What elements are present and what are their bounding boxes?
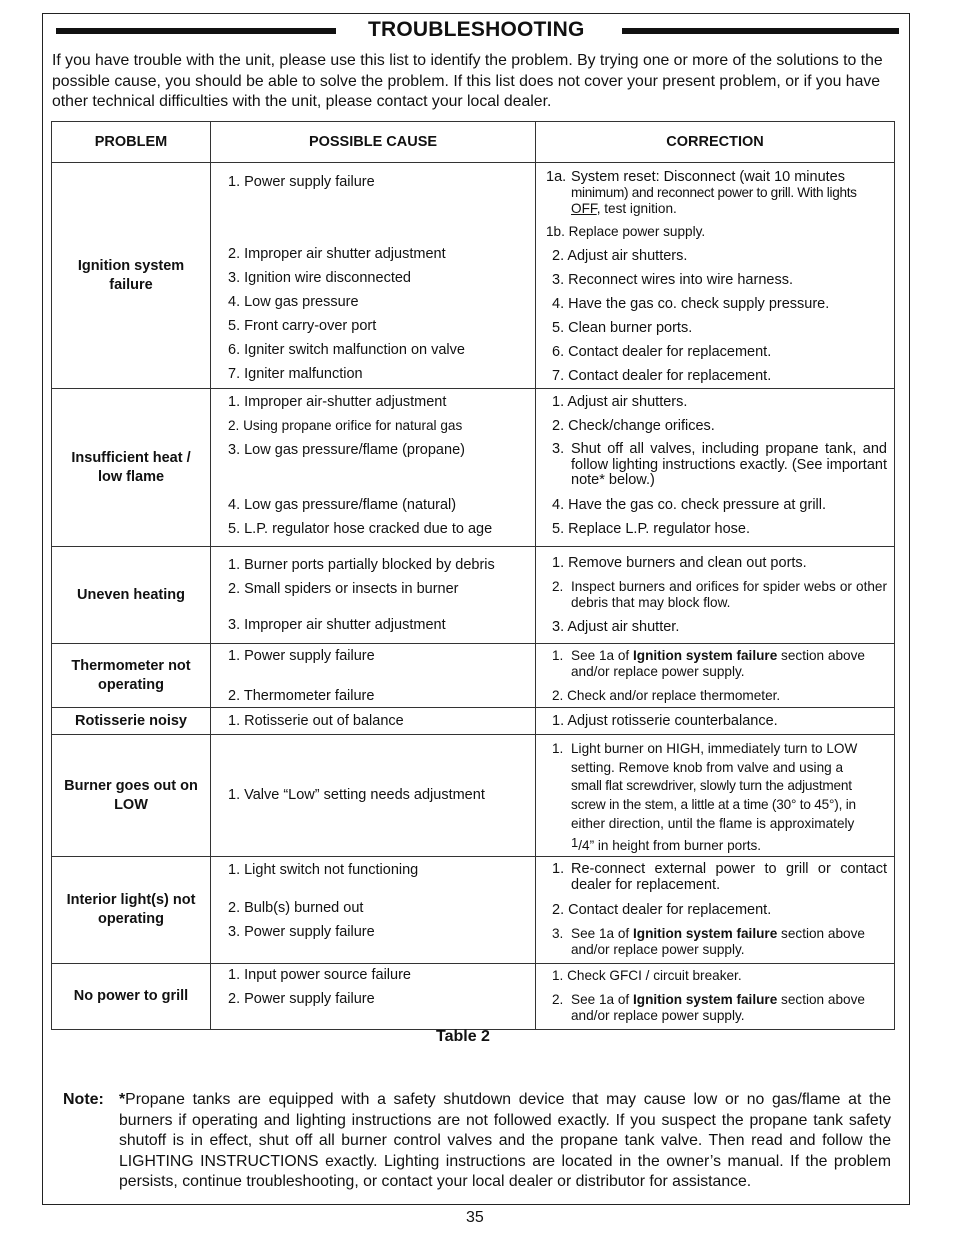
cause-item: 6. Igniter switch malfunction on valve [228,342,465,358]
cause-item: 5. L.P. regulator hose cracked due to age [228,521,493,537]
correction-line: screw in the stem, a little at a time (30° to 45°), in [571,797,856,813]
table-row [52,389,895,547]
correction-text: See 1a of [571,648,633,663]
cause-item: 2. Using propane orifice for natural gas [228,418,463,433]
correction-item [552,740,887,855]
cause-cell [211,389,536,547]
cause-item: 3. Low gas pressure/flame (propane) [228,442,465,458]
cause-item: 1. Valve “Low” setting needs adjustment [228,787,485,803]
item-number: 1. [552,741,564,756]
table-row [52,964,895,1030]
correction-text: Shut off all valves, including propane tank, and follow lighting instructions exactly. (See important note* below.) [571,441,887,488]
correction-cell [536,389,895,547]
table-row [52,857,895,964]
item-number: 1. [552,861,565,877]
table-row [52,735,895,857]
problem-cell: No power to grill [52,964,211,1030]
item-number: 2. [552,992,564,1007]
correction-text: section above and/or replace power supply. [571,648,865,679]
cause-cell [211,857,536,964]
correction-item [552,648,887,679]
cause-item: 1. Rotisserie out of balance [228,713,404,729]
item-number: 2. [552,579,564,594]
cause-item: 1. Power supply failure [228,174,375,190]
title-row [56,18,899,44]
correction-text: Re-connect external power to grill or contact dealer for replacement. [571,861,887,893]
table-row [52,644,895,708]
fraction-denominator: /4 [578,837,590,853]
correction-item: 6. Contact dealer for replacement. [552,344,772,360]
problem-cell: Burner goes out on LOW [52,735,211,857]
correction-cell [536,163,895,389]
note-text: Propane tanks are equipped with a safety shutdown device that may cause low or no gas/flame at the burners if operating and lighting instructions are not followed exactly. If you suspect the propane tank safety shutoff is in effect, shut off all burner control valves and the propane tank valve. Then read and follow the LIGHTING INSTRUCTIONS exactly. Lighting instructions are located in the owner’s manual. If the problem persists, continue troubleshooting, or contact your local dealer or distributor for assistance. [119,1091,891,1190]
cause-item: 3. Ignition wire disconnected [228,270,411,286]
cause-item: 2. Small spiders or insects in burner [228,581,459,597]
correction-item: 4. Have the gas co. check pressure at grill. [552,497,827,513]
cause-item: 2. Bulb(s) burned out [228,900,364,916]
page-number: 35 [466,1209,484,1226]
item-number: 3. [552,926,564,941]
correction-item [552,579,887,610]
correction-item: 1. Check GFCI / circuit breaker. [552,968,742,983]
correction-item [552,862,887,893]
correction-cell [536,735,895,857]
note-label: Note: [63,1091,104,1108]
cause-item: 1. Burner ports partially blocked by debris [228,557,495,573]
correction-item: 5. Clean burner ports. [552,320,693,336]
correction-line: Light burner on HIGH, immediately turn to LOW [571,741,858,756]
fraction-numerator: 1 [571,834,579,850]
intro-paragraph: If you have trouble with the unit, please use this list to identify the problem. By trying one or more of the solutions to the possible cause, you should be able to solve the problem. If this list does not cover your present problem, or if you have other technical difficulties with the unit, please contact your local dealer. [52,52,883,110]
correction-item: 2. Adjust air shutters. [552,248,688,264]
correction-item: 4. Have the gas co. check supply pressure. [552,296,830,312]
troubleshooting-table [51,121,895,1030]
correction-cell [536,547,895,644]
title-bar-right [622,28,899,34]
item-number: 1. [552,648,564,663]
table-row [52,708,895,735]
correction-text: section above and/or replace power supply. [571,992,865,1023]
cause-cell [211,644,536,708]
header-cause: POSSIBLE CAUSE [211,122,536,163]
section-ref: Ignition system failure [632,926,778,941]
correction-item: 1. Remove burners and clean out ports. [552,555,807,571]
correction-item: 2. Check and/or replace thermometer. [552,688,781,703]
section-ref: Ignition system failure [632,992,778,1007]
section-ref: Ignition system failure [632,648,778,663]
cause-cell [211,547,536,644]
off-label: OFF [571,201,597,216]
correction-item: 3. Adjust air shutter. [552,619,680,635]
correction-text: , test ignition. [596,201,677,216]
cause-cell [211,708,536,735]
cause-item: 5. Front carry-over port [228,318,377,334]
table-header-row [52,122,895,163]
problem-cell: Insufficient heat / low flame [52,389,211,547]
table-row [52,163,895,389]
correction-item: 1b. Replace power supply. [546,224,706,239]
cause-item: 1. Power supply failure [228,648,375,664]
note-paragraph [119,1090,891,1193]
header-problem: PROBLEM [52,122,211,163]
note-asterisk: * [119,1091,126,1108]
problem-cell: Thermometer not operating [52,644,211,708]
cause-item: 4. Low gas pressure/flame (natural) [228,497,457,513]
cause-item: 1. Light switch not functioning [228,862,419,878]
correction-item: 2. Contact dealer for replacement. [552,902,772,918]
problem-cell: Ignition system failure [52,163,211,389]
cause-item: 3. Improper air shutter adjustment [228,617,446,633]
correction-text: See 1a of [571,992,633,1007]
correction-cell [536,708,895,735]
correction-item: 1. Adjust rotisserie counterbalance. [552,713,778,729]
correction-item [546,169,887,217]
correction-text: System reset: Disconnect (wait 10 minutes [571,169,845,185]
cause-item: 4. Low gas pressure [228,294,359,310]
correction-cell [536,964,895,1030]
cause-item: 7. Igniter malfunction [228,366,363,382]
correction-text: See 1a of [571,926,633,941]
cause-item: 1. Improper air-shutter adjustment [228,394,447,410]
cause-item: 2. Thermometer failure [228,688,375,704]
correction-item: 5. Replace L.P. regulator hose. [552,521,751,537]
correction-item: 1. Adjust air shutters. [552,394,688,410]
correction-item: 3. Reconnect wires into wire harness. [552,272,793,288]
cause-item: 3. Power supply failure [228,924,375,940]
header-correction: CORRECTION [536,122,895,163]
correction-text: Inspect burners and orifices for spider webs or other debris that may block flow. [571,579,887,610]
correction-cell [536,857,895,964]
correction-text: section above and/or replace power supply. [571,926,865,957]
cause-item: 1. Input power source failure [228,967,411,983]
correction-cell [536,644,895,708]
correction-item: 7. Contact dealer for replacement. [552,368,772,384]
item-number: 1a. [546,169,567,185]
cause-cell [211,964,536,1030]
cause-item: 2. Power supply failure [228,991,375,1007]
cause-cell [211,163,536,389]
correction-item: 2. Check/change orifices. [552,418,715,434]
correction-text: ” in height from burner ports. [589,837,762,853]
correction-item [552,442,887,489]
correction-line: either direction, until the flame is approximately [571,815,855,831]
table-caption: Table 2 [436,1028,490,1045]
problem-cell: Rotisserie noisy [52,708,211,735]
correction-item [552,992,887,1023]
problem-cell: Uneven heating [52,547,211,644]
correction-item [552,926,887,957]
title-bar-left [56,28,336,34]
item-number: 3. [552,441,565,457]
correction-line: small flat screwdriver, slowly turn the adjustment [571,778,852,794]
problem-cell: Interior light(s) not operating [52,857,211,964]
correction-line: setting. Remove knob from valve and using a [571,759,844,775]
page-title: TROUBLESHOOTING [368,18,585,41]
cause-cell [211,735,536,857]
cause-item: 2. Improper air shutter adjustment [228,246,446,262]
correction-text: minimum) and reconnect power to grill. With lights [571,185,857,200]
table-row [52,547,895,644]
